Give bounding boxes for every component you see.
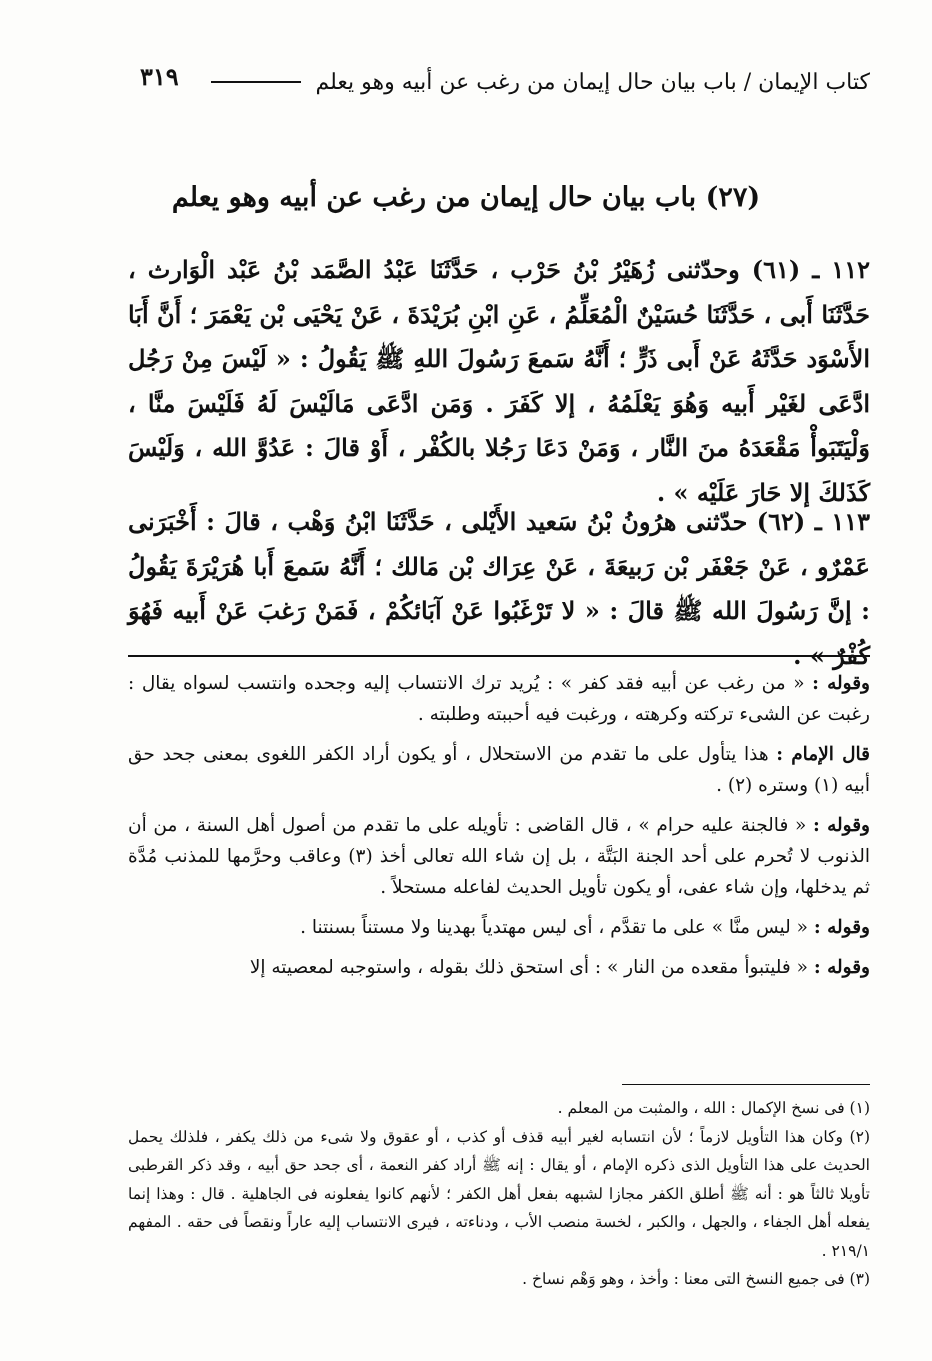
hadith-113 (128, 500, 870, 678)
page-number: ٣١٩ (140, 62, 179, 91)
footnote-2: (٢) وكان هذا التأويل لازماً ؛ لأن انتسابه لغير أبيه قذف أو كذب ، أو عقوق ولا شىء من ذلك يكفر ، فلذلك يحمل الحديث على هذا التأويل الذى ذكره الإمام ، أو يقال : إنه ﷺ أراد كفر النعمة ، أى جحد حق أبيه ، وقد ذكر القرطبى تأويلا ثالثاً هو : أنه ﷺ أطلق الكفر مجازا لشبهه بفعل أهل الكفر ؛ لأنهم كانوا يفعلونه فى الجاهلية . قال : وهذا إنما يفعله أهل الجفاء ، والجهل ، والكبر ، لخسة منصب الأب ، ودناءته ، فيرى الانتساب إليه عاراً ونقصاً فى حقه . المفهم ٢١٩/١ . (128, 1127, 870, 1260)
commentary-text: « فالجنة عليه حرام » ، قال القاضى : تأويله على ما تقدم من أصول أهل السنة ، من أن الذنوب لا تُحرم على أحد الجنة البَتَّة ، بل إن شاء الله تعالى أخذ (٣) وعاقب وحرَّمها للمذنب مُدَّة ثم يدخلها، وإن شاء عفى، أو يكون تأويل الحديث لفاعله مستحلاً . (128, 815, 870, 898)
footnote-3: (٣) فى جميع النسخ التى معنا : وأخذ ، وهو وَهْم نساخ . (522, 1270, 870, 1288)
hadith-112 (128, 248, 870, 515)
running-header (140, 62, 870, 102)
commentary-paragraph (128, 952, 870, 983)
commentary-lead: وقوله : (812, 673, 870, 694)
running-title: كتاب الإيمان / باب بيان حال إيمان من رغب عن أبيه وهو يعلم (315, 69, 870, 95)
commentary-paragraph (128, 668, 870, 730)
commentary-lead: وقوله : (813, 917, 870, 938)
commentary-text: « ليس منَّا » على ما تقدَّم ، أى ليس مهتدياً بهدينا ولا مستناً بسنتنا . (300, 917, 814, 938)
commentary-lead: قال الإمام : (776, 744, 870, 765)
commentary-lead: وقوله : (813, 957, 870, 978)
footnotes (128, 1094, 870, 1294)
header-rule (211, 81, 301, 83)
hadith-113-text: ١١٣ ـ (٦٢) حدّثنى هرُونُ بْنُ سَعيد الأَيْلى ، حَدَّثَنَا ابْنُ وَهْب ، قالَ : أَخْبَرَنى عَمْرٌو ، عَنْ جَعْفَر بْن رَبيعَةَ ، عَنْ عِرَاك بْن مَالك ؛ أَنَّهُ سَمعَ أَبا هُرَيْرَةَ يَقُولُ : إنَّ رَسُولَ الله ﷺ قالَ : « لا تَرْغَبُوا عَنْ آبَائكُمْ ، فَمَنْ رَغبَ عَنْ أَبيه فَهُوَ كُفْرٌ » . (128, 507, 870, 670)
hadith-112-text: ١١٢ ـ (٦١) وحدّثنى زُهَيْرُ بْنُ حَرْب ، حَدَّثَنَا عَبْدُ الصَّمَد بْنُ عَبْد الْوَارث ، حَدَّثَنَا أَبى ، حَدَّثَنَا حُسَيْنٌ الْمُعَلِّمُ ، عَنِ ابْنِ بُرَيْدَةَ ، عَنْ يَحْيَى بْن يَعْمَرَ ؛ أَنَّ أَبَا الأَسْوَد حَدَّثَهُ عَنْ أَبى ذَرٍّ ؛ أَنَّهُ سَمعَ رَسُولَ اللهِ ﷺ يَقُولُ : « لَيْسَ مِنْ رَجُل ادَّعَى لغَيْر أَبيه وَهُوَ يَعْلَمُهُ ، إلا كَفَرَ . وَمَن ادَّعَى مَالَيْسَ لَهُ فَلَيْسَ منَّا ، وَلْيَتَبَوأْ مَقْعَدَهُ منَ النَّار ، وَمَنْ دَعَا رَجُلا بالكُفْر ، أَوْ قالَ : عَدُوَّ الله ، وَلَيْسَ كَذَلكَ إلا حَارَ عَلَيْه » . (128, 255, 870, 507)
chapter-title: (٢٧) باب بيان حال إيمان من رغب عن أبيه وهو يعلم (171, 182, 761, 213)
commentary-text: هذا يتأول على ما تقدم من الاستحلال ، أو يكون أراد الكفر اللغوى بمعنى جحد حق أبيه (١) وستره (٢) . (128, 744, 870, 796)
commentary-paragraph (128, 739, 870, 801)
commentary-text: « فليتبوأ مقعده من النار » : أى استحق ذلك بقوله ، واستوجبه لمعصيته إلا (249, 957, 814, 978)
commentary (128, 668, 870, 992)
commentary-paragraph (128, 810, 870, 903)
commentary-lead: وقوله : (813, 815, 870, 836)
section-divider (128, 655, 870, 657)
commentary-text: « من رغب عن أبيه فقد كفر » : يُريد ترك الانتساب إليه وجحده وانتسب لسواه يقال : رغبت عن الشىء تركته وكرهته ، ورغبت فيه أحببته وطلبته . (128, 673, 870, 725)
footnote-rule (622, 1084, 870, 1085)
commentary-paragraph (128, 912, 870, 943)
footnote-1: (١) فى نسخ الإكمال : الله ، والمثبت من المعلم . (557, 1099, 870, 1117)
